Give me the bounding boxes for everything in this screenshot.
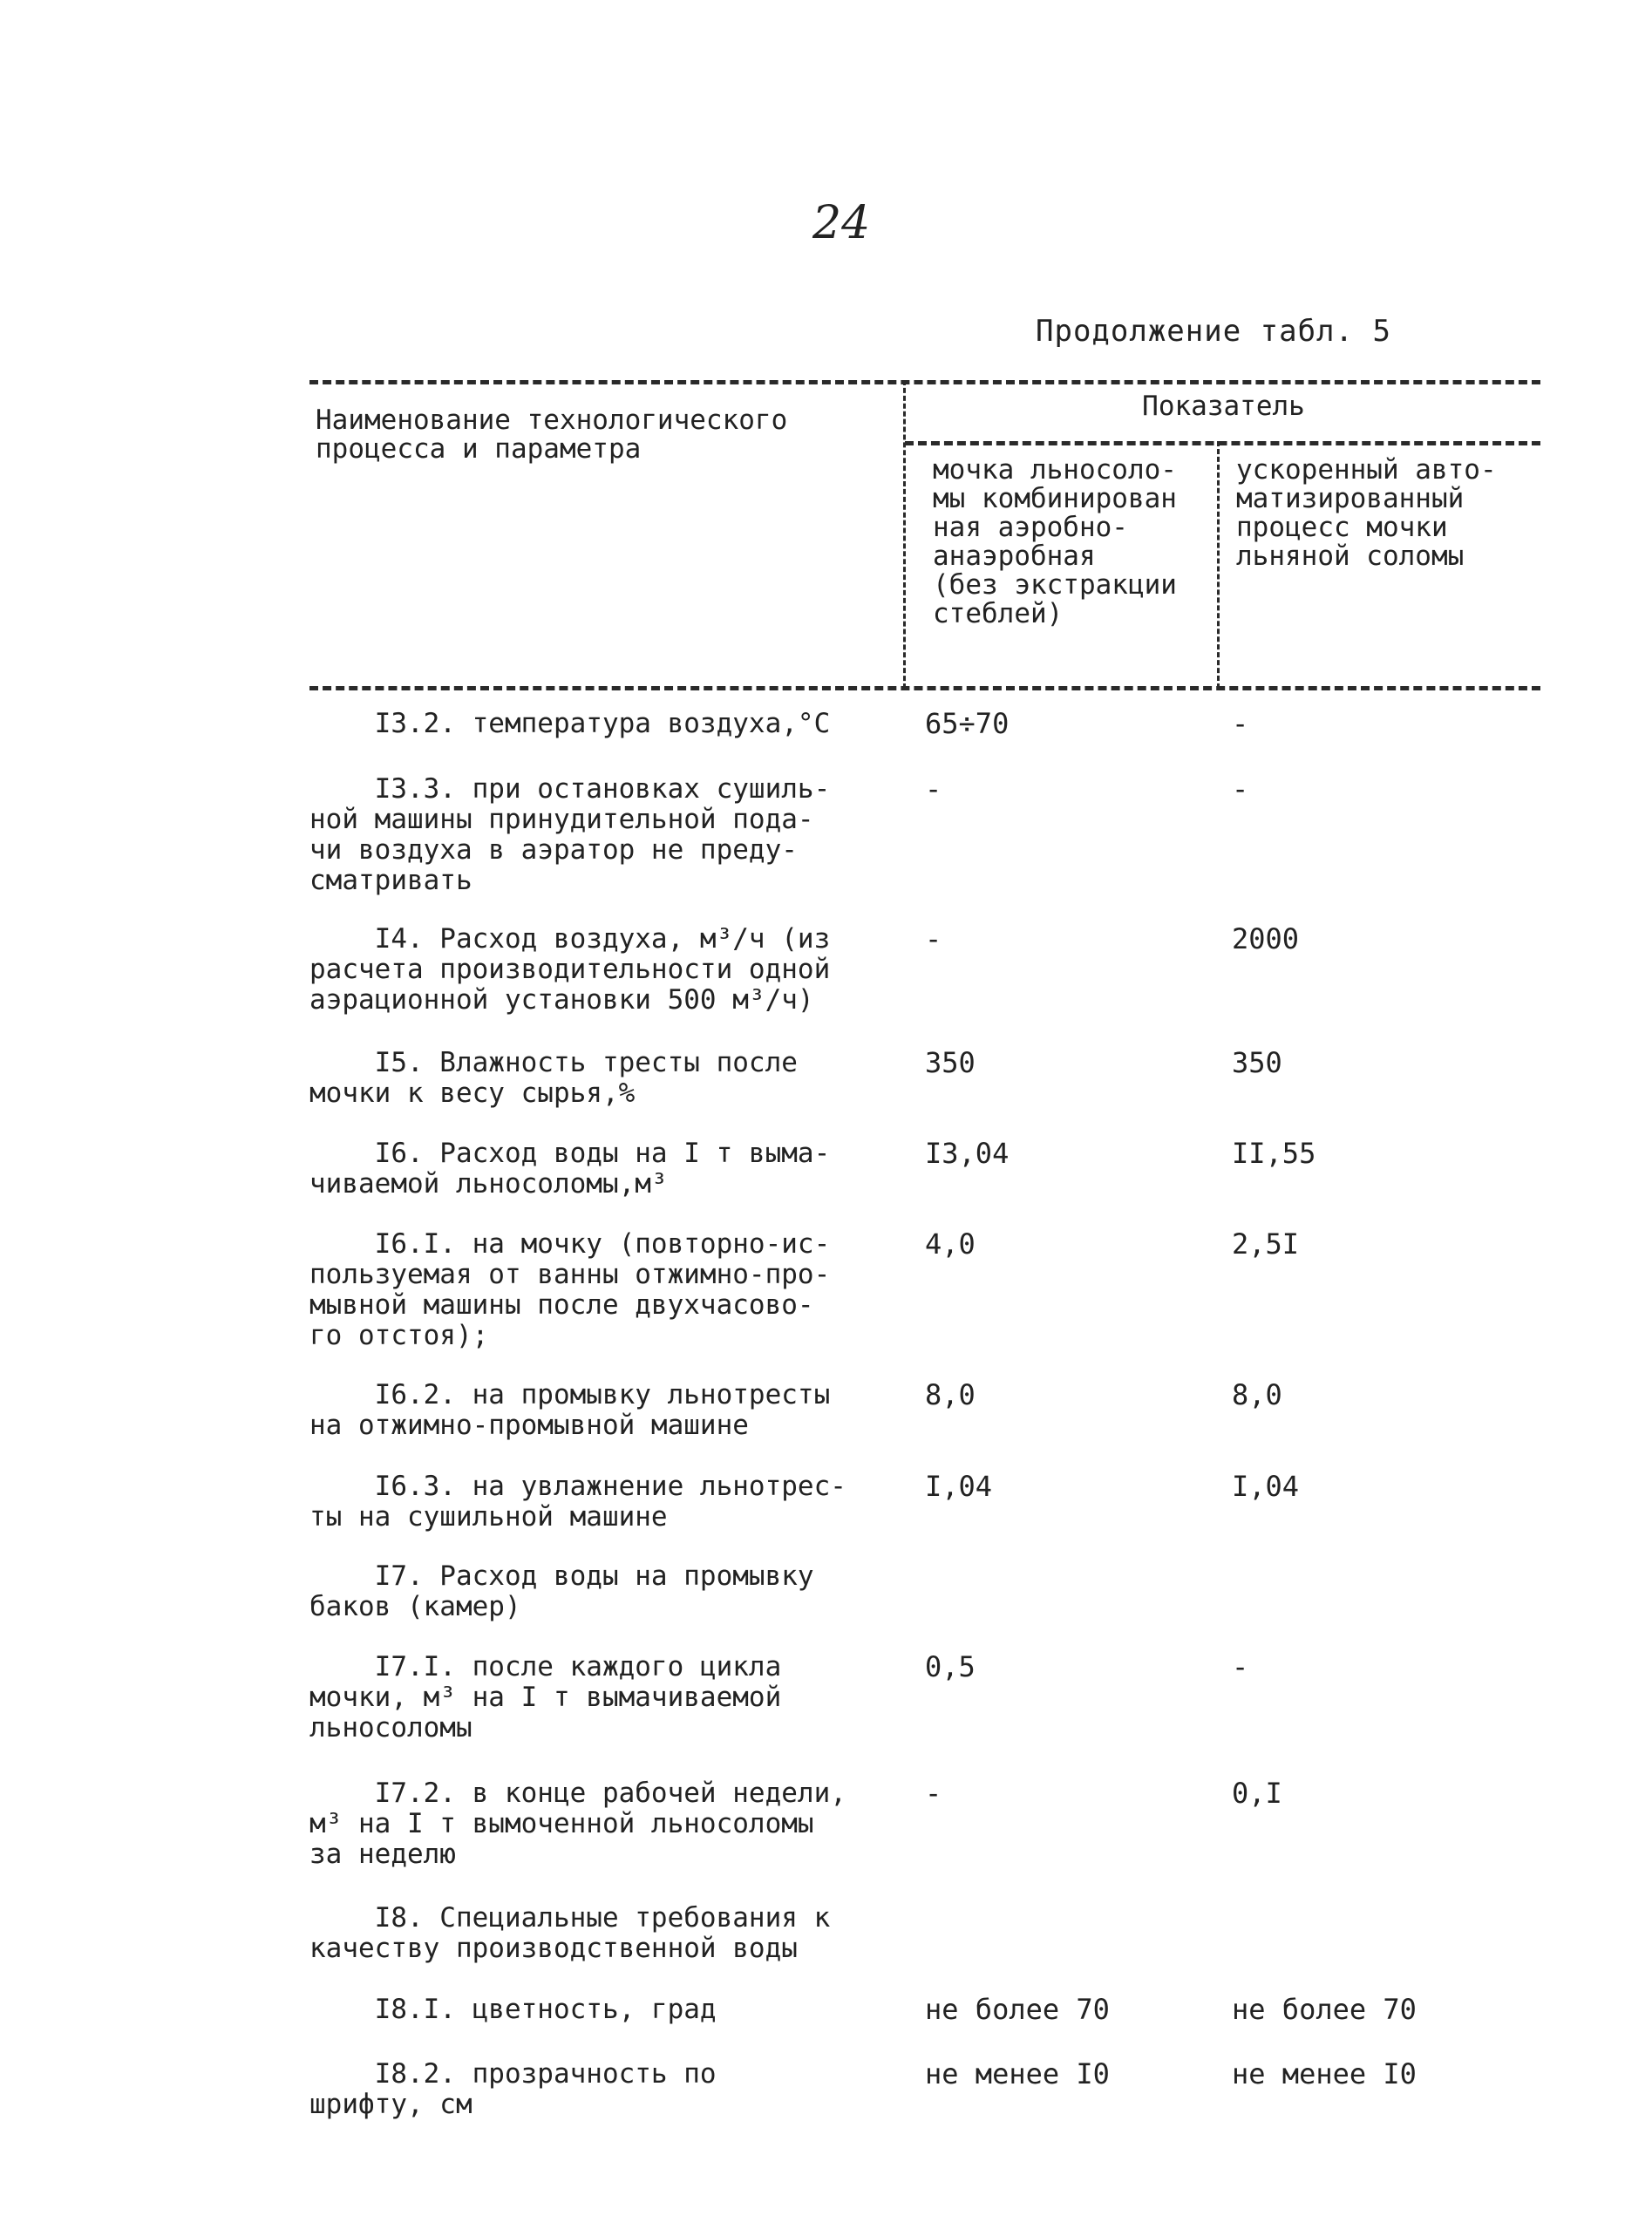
row-name: I7.2. в конце рабочей недели, м³ на I т вымоченной льносоломы за неделю [309,1778,846,1870]
row-name: I6.3. на увлажнение льнотрес- ты на сушильной машине [309,1471,846,1533]
row-value-col1: I,04 [925,1470,993,1503]
row-value-col2: 2,5I [1232,1227,1300,1261]
row-name: I7.I. после каждого цикла мочки, м³ на I т вымачиваемой льносоломы [309,1651,782,1744]
row-name: I4. Расход воздуха, м³/ч (из расчета производительности одной аэрационной установки 500 м³/ч) [309,923,831,1016]
row-name: I8.I. цветность, град [309,1994,717,2025]
row-value-col1: - [925,1777,942,1810]
row-value-col1: - [925,922,942,955]
row-value-col2: не менее I0 [1232,2057,1417,2090]
row-value-col1: 350 [925,1046,976,1079]
header-col2: ускоренный авто- матизированный процесс мочки льняной соломы [1236,454,1497,572]
row-name: I8. Специальные требования к качеству производственной воды [309,1902,831,1964]
row-value-col2: - [1232,772,1249,806]
header-name-column: Наименование технологического процесса и параметра [316,404,788,465]
row-value-col1: не более 70 [925,1993,1110,2026]
page-number: 24 [812,197,871,249]
row-name: I3.3. при остановках сушиль- ной машины принудительной пода- чи воздуха в аэратор не преду- сматривать [309,773,831,896]
row-value-col2: II,55 [1232,1137,1316,1170]
row-name: I5. Влажность тресты после мочки к весу сырья,% [309,1047,798,1109]
row-value-col2: - [1232,1650,1249,1683]
row-name: I8.2. прозрачность по шрифту, см [309,2058,717,2120]
row-value-col2: I,04 [1232,1470,1300,1503]
row-value-col1: - [925,772,942,806]
row-value-col2: 8,0 [1232,1378,1282,1411]
row-value-col2: - [1232,707,1249,740]
row-name: I6.2. на промывку льнотресты на отжимно-промывной машине [309,1379,831,1441]
row-name: I3.2. температура воздуха,°С [309,708,831,739]
row-value-col2: 2000 [1232,922,1300,955]
header-col1: мочка льносоло- мы комбинирован ная аэробно- анаэробная (без экстракции стеблей) [933,454,1177,629]
row-value-col2: не более 70 [1232,1993,1417,2026]
row-value-col1: 4,0 [925,1227,976,1261]
row-value-col1: не менее I0 [925,2057,1110,2090]
row-value-col1: I3,04 [925,1137,1010,1170]
header-bottom-rule [309,686,1540,690]
row-name: I6.I. на мочку (повторно-ис- пользуемая от ванны отжимно-про- мывной машины после двухчасово- го отстоя); [309,1228,831,1351]
row-value-col1: 0,5 [925,1650,976,1683]
table-top-rule [309,380,1540,384]
column-divider-sub [1217,441,1220,689]
column-divider-main [903,380,906,689]
row-name: I6. Расход воды на I т выма- чиваемой льносоломы,м³ [309,1138,831,1200]
row-value-col1: 65÷70 [925,707,1010,740]
header-group-label: Показатель [1142,391,1305,422]
row-name: I7. Расход воды на промывку баков (камер) [309,1560,814,1622]
row-value-col1: 8,0 [925,1378,976,1411]
header-group-rule [905,441,1540,445]
table-caption: Продолжение табл. 5 [1036,314,1391,349]
row-value-col2: 0,I [1232,1777,1282,1810]
row-value-col2: 350 [1232,1046,1282,1079]
